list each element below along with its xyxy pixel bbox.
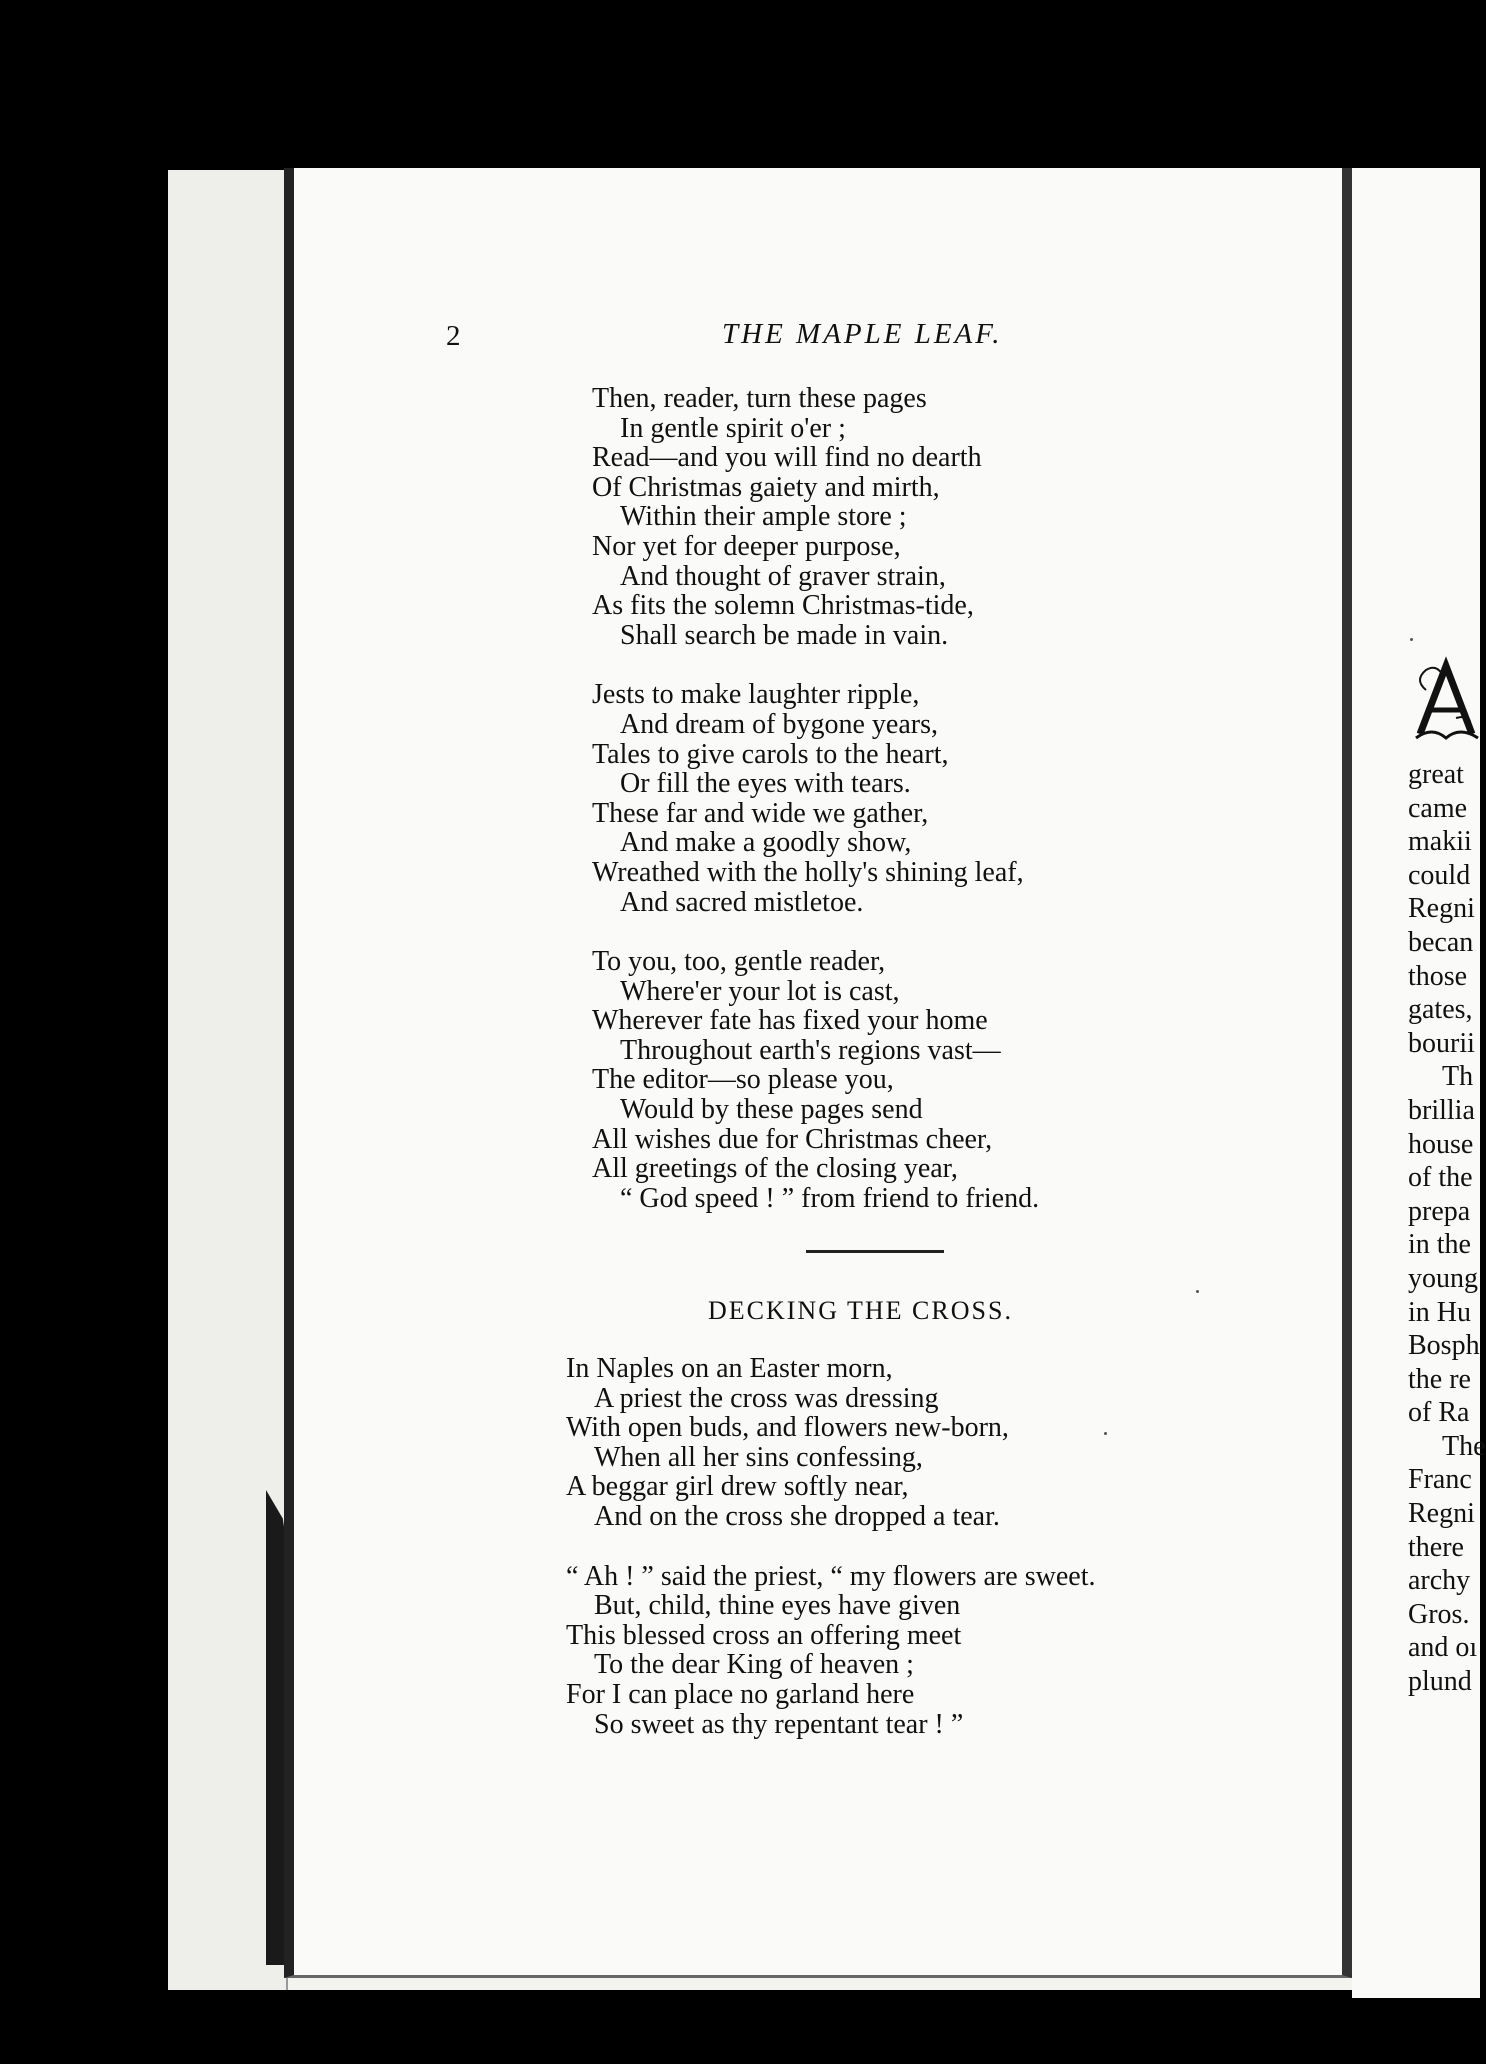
facing-page-line: The xyxy=(1442,1430,1486,1462)
verse-line: Wreathed with the holly's shining leaf, xyxy=(592,856,1024,888)
verse-line: Where'er your lot is cast, xyxy=(620,975,900,1007)
verse-line: And dream of bygone years, xyxy=(620,708,939,740)
poem-decking-the-cross xyxy=(566,1354,1095,1739)
scan-speck xyxy=(1104,1432,1107,1435)
poem-christmas-greeting xyxy=(592,384,1039,1213)
verse-line: The editor—so please you, xyxy=(592,1064,894,1096)
verse-line: In gentle spirit o'er ; xyxy=(620,412,846,444)
verse-line: Read—and you will find no dearth xyxy=(592,442,982,474)
facing-page-line: makii xyxy=(1408,826,1472,858)
verse-line: And make a goodly show, xyxy=(620,827,912,859)
ornamental-initial xyxy=(1412,660,1482,742)
verse-line: To you, too, gentle reader, xyxy=(592,946,886,978)
facing-page xyxy=(1352,168,1486,1998)
verse-line: Shall search be made in vain. xyxy=(620,619,949,651)
facing-page-line: plund xyxy=(1408,1666,1472,1698)
verse-line: So sweet as thy repentant tear ! ” xyxy=(594,1708,964,1740)
verse-line: But, child, thine eyes have given xyxy=(594,1590,961,1622)
stanza xyxy=(566,1354,1095,1532)
verse-line: Nor yet for deeper purpose, xyxy=(592,530,901,562)
verse-line: Or fill the eyes with tears. xyxy=(620,768,911,800)
stanza xyxy=(592,947,1039,1213)
stanza xyxy=(592,680,1039,917)
facing-page-line: Regni xyxy=(1408,893,1475,925)
verse-line: “ God speed ! ” from friend to friend. xyxy=(620,1182,1040,1214)
verse-line: For I can place no garland here xyxy=(566,1678,915,1710)
facing-page-line: house xyxy=(1408,1128,1474,1160)
stanza xyxy=(592,384,1039,650)
facing-page-line: those xyxy=(1408,960,1468,992)
facing-page-line: archy xyxy=(1408,1565,1471,1597)
verse-line: All greetings of the closing year, xyxy=(592,1153,958,1185)
facing-page-line: Franc xyxy=(1408,1464,1472,1496)
running-head: THE MAPLE LEAF. xyxy=(722,318,1003,350)
facing-page-line: could xyxy=(1408,859,1471,891)
facing-page-line: came xyxy=(1408,792,1468,824)
facing-page-line: Th xyxy=(1442,1061,1474,1093)
scan-speck xyxy=(1196,1290,1199,1293)
verse-line: Then, reader, turn these pages xyxy=(592,383,927,414)
verse-line: A priest the cross was dressing xyxy=(594,1382,939,1414)
verse-line: Would by these pages send xyxy=(620,1094,923,1126)
facing-page-line: becan xyxy=(1408,926,1474,958)
facing-page-line: bourii xyxy=(1408,1027,1475,1059)
facing-page-line: of Ra xyxy=(1408,1397,1470,1429)
verse-line: This blessed cross an offering meet xyxy=(566,1619,962,1651)
facing-page-line: in Hu xyxy=(1408,1296,1471,1328)
facing-page-line: gates, xyxy=(1408,994,1473,1026)
verse-line: All wishes due for Christmas cheer, xyxy=(592,1123,993,1155)
verse-line: Within their ample store ; xyxy=(620,501,907,533)
verse-line: A beggar girl drew softly near, xyxy=(566,1471,909,1503)
stanza xyxy=(566,1562,1095,1740)
verse-line: And sacred mistletoe. xyxy=(620,886,864,918)
facing-page-line: of the xyxy=(1408,1162,1473,1194)
facing-page-line: the re xyxy=(1408,1363,1471,1395)
verse-line: Wherever fate has fixed your home xyxy=(592,1005,988,1037)
verse-line: “ Ah ! ” said the priest, “ my flowers are sweet. xyxy=(566,1560,1096,1592)
verse-line: Jests to make laughter ripple, xyxy=(592,679,920,711)
facing-page-line: Regni xyxy=(1408,1498,1475,1530)
verse-line: When all her sins confessing, xyxy=(594,1441,923,1473)
facing-page-line: prepa xyxy=(1408,1195,1471,1227)
verse-line: To the dear King of heaven ; xyxy=(594,1649,914,1681)
facing-page-line: brillia xyxy=(1408,1094,1475,1126)
facing-page-text xyxy=(1408,758,1486,1699)
verse-line: These far and wide we gather, xyxy=(592,797,929,829)
verse-line: As fits the solemn Christmas-tide, xyxy=(592,590,974,622)
facing-page-line: and oı xyxy=(1408,1632,1478,1664)
book-edge xyxy=(168,170,288,1990)
verse-line: Throughout earth's regions vast— xyxy=(620,1034,1001,1066)
verse-line: Tales to give carols to the heart, xyxy=(592,738,949,770)
verse-line: And on the cross she dropped a tear. xyxy=(594,1500,1000,1532)
verse-line: With open buds, and flowers new-born, xyxy=(566,1412,1009,1444)
verse-line: In Naples on an Easter morn, xyxy=(566,1353,893,1384)
poem-title: DECKING THE CROSS. xyxy=(708,1296,1013,1325)
verse-line: Of Christmas gaiety and mirth, xyxy=(592,471,940,503)
scan-speck xyxy=(1410,638,1413,641)
facing-page-line: there xyxy=(1408,1531,1464,1563)
section-divider xyxy=(806,1250,944,1253)
facing-page-line: in the xyxy=(1408,1229,1471,1261)
facing-page-line: great xyxy=(1408,759,1464,790)
facing-page-line: young xyxy=(1408,1262,1478,1294)
facing-page-line: Gros. xyxy=(1408,1598,1470,1630)
page-number: 2 xyxy=(446,320,461,352)
verse-line: And thought of graver strain, xyxy=(620,560,946,592)
facing-page-line: Bosph xyxy=(1408,1330,1480,1362)
